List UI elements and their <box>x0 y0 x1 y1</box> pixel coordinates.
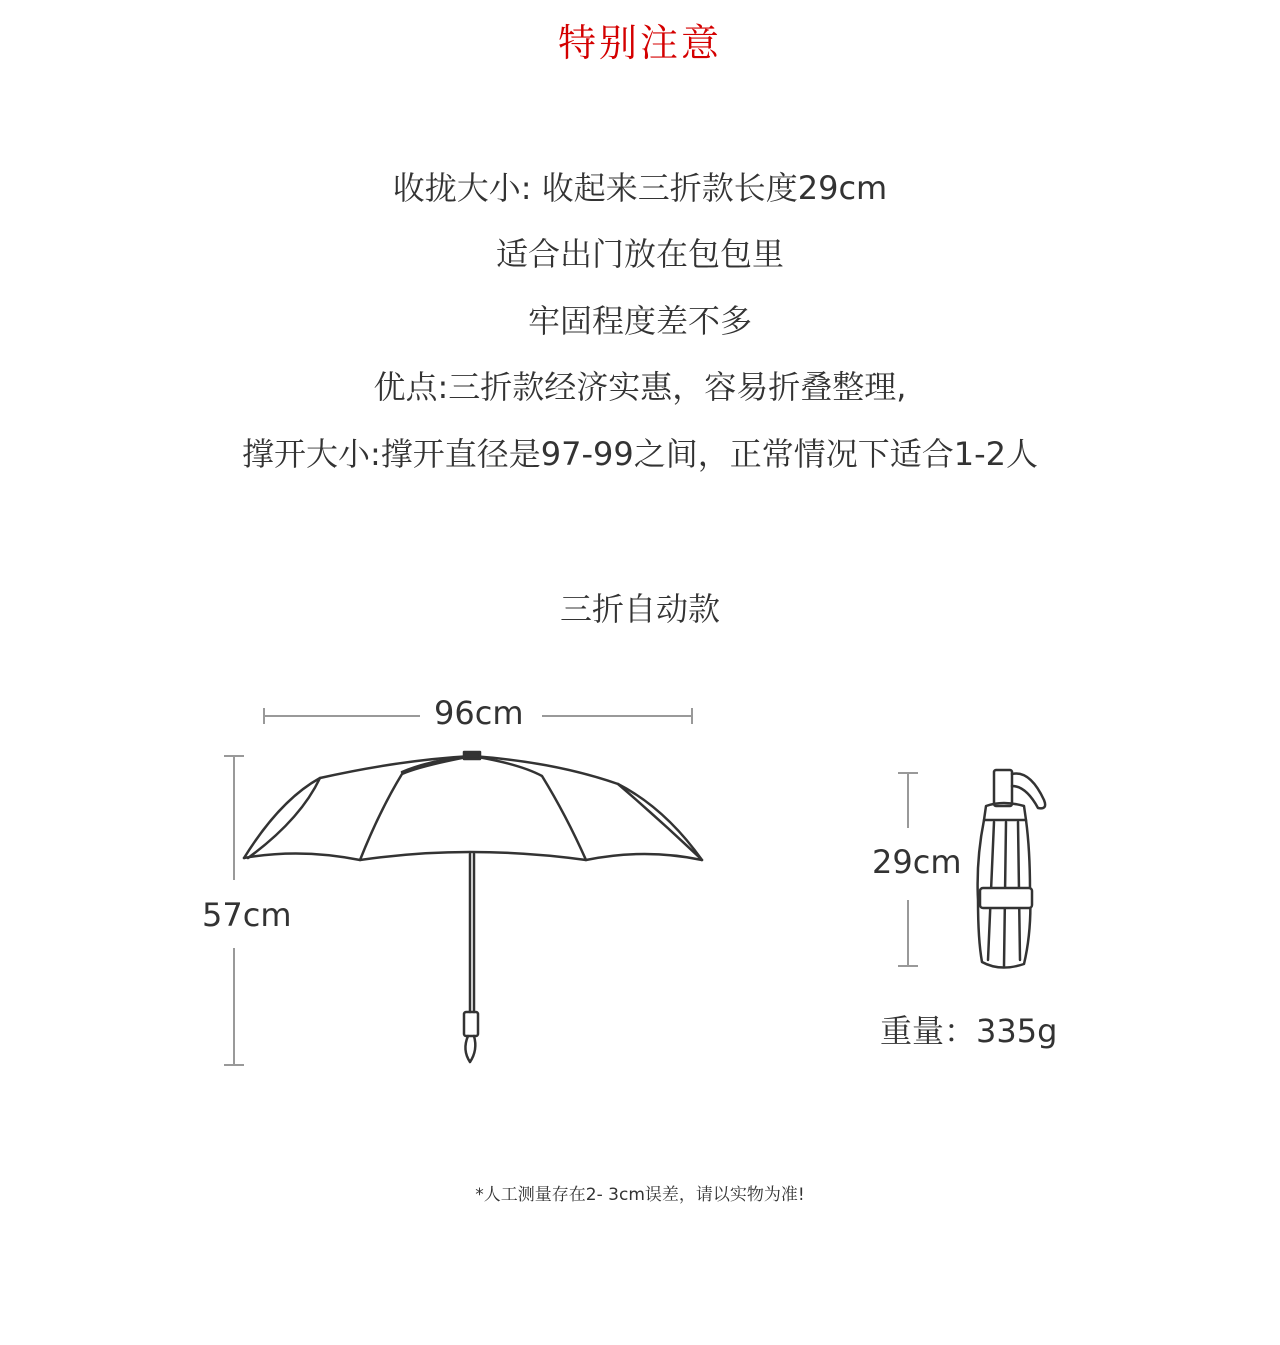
folded-umbrella-icon <box>978 770 1046 968</box>
open-umbrella-icon <box>244 752 702 1062</box>
info-line-advantages: 优点:三折款经济实惠，容易折叠整理, <box>373 368 907 406</box>
info-line-size: 收拢大小: 收起来三折款长度29cm <box>392 169 888 207</box>
info-line-usage: 适合出门放在包包里 <box>495 235 784 273</box>
info-line-open-size: 撑开大小:撑开直径是97-99之间，正常情况下适合1-2人 <box>241 435 1039 473</box>
open-height-label: 57cm <box>202 896 292 934</box>
info-line-strength: 牢固程度差不多 <box>527 302 752 340</box>
page-title: 特别注意 <box>557 21 722 65</box>
folded-length-label: 29cm <box>872 843 962 881</box>
weight-label: 重量：335g <box>880 1012 1058 1050</box>
section-title: 三折自动款 <box>559 590 720 628</box>
open-width-label: 96cm <box>434 694 524 732</box>
measurement-note: *人工测量存在2- 3cm误差，请以实物为准! <box>475 1185 805 1205</box>
